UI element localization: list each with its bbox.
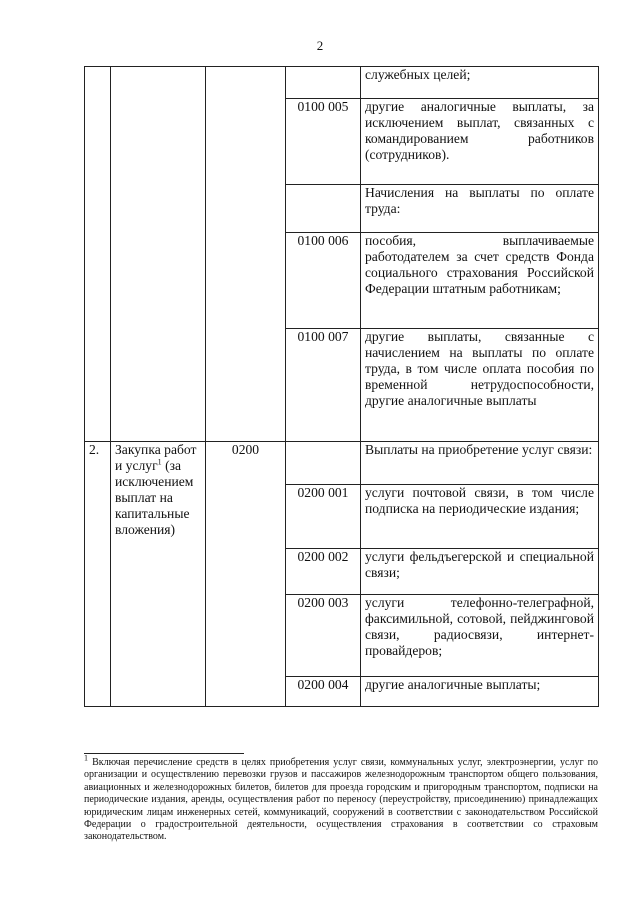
subcode-cell: 0100 005 — [286, 99, 361, 185]
footnote-ref: 1 — [157, 457, 162, 467]
description-cell: другие аналогичные выплаты; — [361, 677, 599, 707]
subcode-cell: 0200 002 — [286, 549, 361, 595]
expense-table — [84, 66, 599, 707]
subcode-cell: 0200 003 — [286, 595, 361, 677]
description-cell: Выплаты на приобретение услуг связи: — [361, 442, 599, 485]
description-cell: пособия, выплачиваемые работодателем за счет средств Фонда социального страхования Российской Федерации штатным работникам; — [361, 233, 599, 329]
description-cell: услуги фельдъегерской и специальной связи; — [361, 549, 599, 595]
subcode-cell: 0100 006 — [286, 233, 361, 329]
description-cell: другие аналогичные выплаты, за исключением выплат, связанных с командированием работников (сотрудников). — [361, 99, 599, 185]
footnote-separator — [84, 753, 244, 754]
footnote — [84, 753, 598, 844]
section-number: 2. — [85, 442, 111, 707]
description-cell: служебных целей; — [361, 67, 599, 99]
subcode-cell — [286, 442, 361, 485]
section-code-cell-empty — [206, 67, 286, 442]
table-row — [85, 442, 599, 485]
subcode-cell: 0200 004 — [286, 677, 361, 707]
subcode-cell: 0100 007 — [286, 329, 361, 442]
section-title-cell-empty — [111, 67, 206, 442]
section-code: 0200 — [206, 442, 286, 707]
table-row — [85, 67, 599, 99]
description-cell: услуги телефонно-телеграфной, факсимильной, сотовой, пейджинговой связи, радиосвязи, интернет-провайдеров; — [361, 595, 599, 677]
page-number: 2 — [316, 38, 324, 53]
subcode-cell: 0200 001 — [286, 485, 361, 549]
description-cell: Начисления на выплаты по оплате труда: — [361, 185, 599, 233]
description-cell: услуги почтовой связи, в том числе подписка на периодические издания; — [361, 485, 599, 549]
description-cell: другие выплаты, связанные с начислением на выплаты по оплате труда, в том числе оплата пособия по временной нетрудоспособности, другие аналогичные выплаты — [361, 329, 599, 442]
section-title: Закупка работ и услуг$^1$ (за исключением выплат на капитальные вложения) — [111, 442, 206, 707]
footnote-text: Включая перечисление средств в целях приобретения услуг связи, коммунальных услуг, электроэнергии, услуг по организации и осуществлению перевозки грузов и пассажиров железнодорожным транспортом общего пользования, авиационных и железнодорожных билетов, билетов для проезда городским и пригородным транспортом, подписки на периодические издания, аренды, осуществления работ по переносу (переустройству, присоединению) принадлежащих юридическим лицам инженерных сетей, коммуникаций, сооружений в соответствии с законодательством Российской Федерации о градостроительной деятельности, осуществления страхования в соответствии со страховым законодательством. — [84, 757, 598, 843]
footnote-marker: 1 — [84, 753, 88, 763]
subcode-cell — [286, 185, 361, 233]
section-number-cell-empty — [85, 67, 111, 442]
subcode-cell — [286, 67, 361, 99]
